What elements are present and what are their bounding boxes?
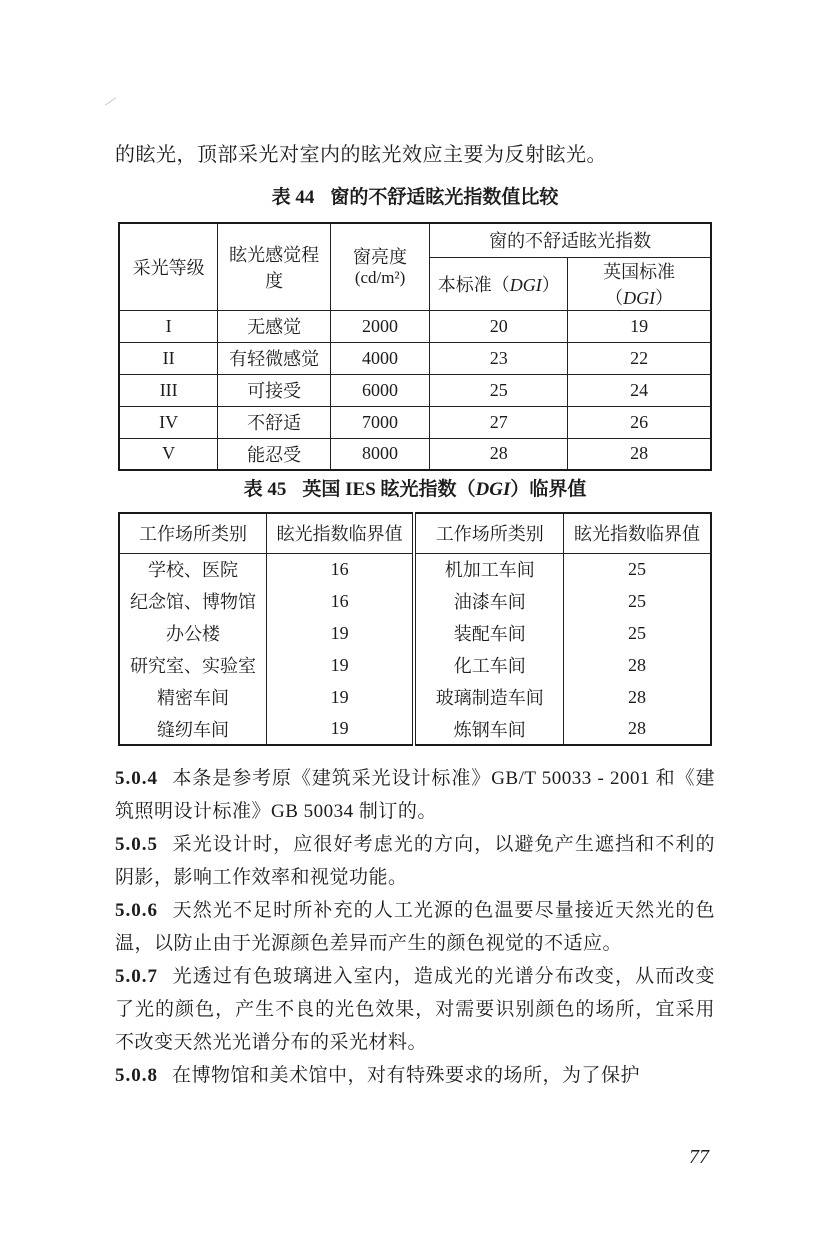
- table-cell: III: [119, 374, 218, 406]
- clause-number: 5.0.8: [115, 1065, 158, 1086]
- table-cell: 有轻微感觉: [218, 342, 330, 374]
- clause-text: 在博物馆和美术馆中，对有特殊要求的场所，为了保护: [172, 1065, 641, 1086]
- page-number: 77: [689, 1146, 709, 1168]
- table-row: [119, 310, 711, 342]
- t45-header-threshold-right: 眩光指数临界值: [564, 513, 711, 553]
- table-cell: 28: [564, 681, 711, 713]
- table-row: [119, 553, 711, 585]
- table-row: [119, 649, 711, 681]
- table-cell: 可接受: [218, 374, 330, 406]
- table-cell: 20: [430, 310, 568, 342]
- table-cell: 油漆车间: [414, 585, 563, 617]
- table-cell: 装配车间: [414, 617, 563, 649]
- t44-this-standard-prefix: 本标准（: [437, 274, 510, 295]
- table-cell: II: [119, 342, 218, 374]
- table44-title-text: 窗的不舒适眩光指数值比较: [330, 187, 559, 208]
- table-row: [119, 406, 711, 438]
- table-cell: 缝纫车间: [119, 713, 266, 745]
- t44-header-luminance: [330, 223, 429, 310]
- t44-header-luminance-unit: (cd/m²): [354, 268, 406, 288]
- table-cell: 7000: [330, 406, 429, 438]
- clause-number: 5.0.6: [115, 900, 158, 921]
- clause-5-0-4: [115, 762, 715, 828]
- table-cell: 16: [266, 585, 414, 617]
- table-cell: 26: [568, 406, 711, 438]
- t45-header-workplace-right: 工作场所类别: [414, 513, 563, 553]
- table-cell: 精密车间: [119, 681, 266, 713]
- t44-this-standard-dgi: DGI: [509, 274, 542, 295]
- table-cell: 19: [568, 310, 711, 342]
- table-cell: 27: [430, 406, 568, 438]
- t44-header-sensation: 眩光感觉程度: [218, 223, 330, 310]
- table-cell: 纪念馆、博物馆: [119, 585, 266, 617]
- table-row: [119, 342, 711, 374]
- t44-header-luminance-label: 窗亮度: [353, 247, 408, 268]
- table-cell: 16: [266, 553, 414, 585]
- table-row: [119, 681, 711, 713]
- table44-title: [115, 185, 715, 211]
- table-cell: 28: [430, 438, 568, 470]
- table-cell: 2000: [330, 310, 429, 342]
- table-cell: 不舒适: [218, 406, 330, 438]
- table-cell: 机加工车间: [414, 553, 563, 585]
- table-cell: 19: [266, 649, 414, 681]
- t44-header-grade: 采光等级: [119, 223, 218, 310]
- table-row: [119, 585, 711, 617]
- table-cell: 23: [430, 342, 568, 374]
- clause-number: 5.0.7: [115, 966, 158, 987]
- t44-header-this-standard: [430, 257, 568, 310]
- table-row: [119, 438, 711, 470]
- clause-number: 5.0.4: [115, 768, 158, 789]
- table-cell: 学校、医院: [119, 553, 266, 585]
- table-cell: 25: [564, 617, 711, 649]
- t44-uk-standard-prefix: 英国标准（: [603, 261, 676, 308]
- table-cell: 22: [568, 342, 711, 374]
- table-cell: 6000: [330, 374, 429, 406]
- t44-uk-standard-dgi: DGI: [623, 287, 656, 308]
- table-cell: 办公楼: [119, 617, 266, 649]
- clause-5-0-5: [115, 828, 715, 894]
- table45-title-label: 表 45: [243, 479, 287, 500]
- table-cell: 28: [568, 438, 711, 470]
- clause-text: 天然光不足时所补充的人工光源的色温要尽量接近天然光的色温，以防止由于光源颜色差异而产生的颜色视觉的不适应。: [115, 900, 715, 954]
- table-cell: 24: [568, 374, 711, 406]
- t45-header-threshold-left: 眩光指数临界值: [266, 513, 414, 553]
- t44-header-group: 窗的不舒适眩光指数: [430, 223, 711, 257]
- t44-uk-standard-suffix: ）: [655, 287, 674, 308]
- table-cell: V: [119, 438, 218, 470]
- table45-title-prefix: 英国 IES 眩光指数（: [302, 479, 476, 500]
- t44-this-standard-suffix: ）: [541, 274, 560, 295]
- table-cell: I: [119, 310, 218, 342]
- table-cell: 25: [564, 585, 711, 617]
- clauses-section: [115, 762, 715, 1092]
- table-cell: 28: [564, 649, 711, 681]
- table-cell: 25: [430, 374, 568, 406]
- table-cell: 能忍受: [218, 438, 330, 470]
- table44-title-label: 表 44: [271, 187, 315, 208]
- table-cell: 19: [266, 713, 414, 745]
- table-cell: 玻璃制造车间: [414, 681, 563, 713]
- table-row: [119, 713, 711, 745]
- table-cell: 8000: [330, 438, 429, 470]
- table-row: [119, 617, 711, 649]
- table-cell: 无感觉: [218, 310, 330, 342]
- table45-title-dgi: DGI: [475, 479, 511, 500]
- clause-text: 光透过有色玻璃进入室内，造成光的光谱分布改变，从而改变了光的颜色，产生不良的光色效果，对需要识别颜色的场所，宜采用不改变天然光光谱分布的采光材料。: [115, 966, 715, 1053]
- table-row: [119, 374, 711, 406]
- clause-text: 采光设计时，应很好考虑光的方向，以避免产生遮挡和不利的阴影，影响工作效率和视觉功能。: [115, 834, 715, 888]
- clause-text: 本条是参考原《建筑采光设计标准》GB/T 50033 - 2001 和《建筑照明设计标准》GB 50034 制订的。: [115, 768, 715, 822]
- t45-header-workplace-left: 工作场所类别: [119, 513, 266, 553]
- table-cell: 4000: [330, 342, 429, 374]
- table-cell: 28: [564, 713, 711, 745]
- intro-paragraph: 的眩光，顶部采光对室内的眩光效应主要为反射眩光。: [115, 144, 607, 166]
- clause-5-0-7: [115, 960, 715, 1059]
- table-cell: 炼钢车间: [414, 713, 563, 745]
- table45-title-suffix: ）临界值: [510, 479, 587, 500]
- clause-5-0-6: [115, 894, 715, 960]
- table44: [118, 222, 712, 471]
- scan-artifact: [105, 97, 116, 105]
- table-cell: 19: [266, 617, 414, 649]
- table-cell: 化工车间: [414, 649, 563, 681]
- table-cell: 19: [266, 681, 414, 713]
- t44-header-uk-standard: [568, 257, 711, 310]
- table-cell: IV: [119, 406, 218, 438]
- table45-title: [115, 477, 715, 503]
- table45: [118, 512, 712, 746]
- clause-number: 5.0.5: [115, 834, 158, 855]
- table-cell: 研究室、实验室: [119, 649, 266, 681]
- clause-5-0-8: [115, 1059, 715, 1092]
- table-cell: 25: [564, 553, 711, 585]
